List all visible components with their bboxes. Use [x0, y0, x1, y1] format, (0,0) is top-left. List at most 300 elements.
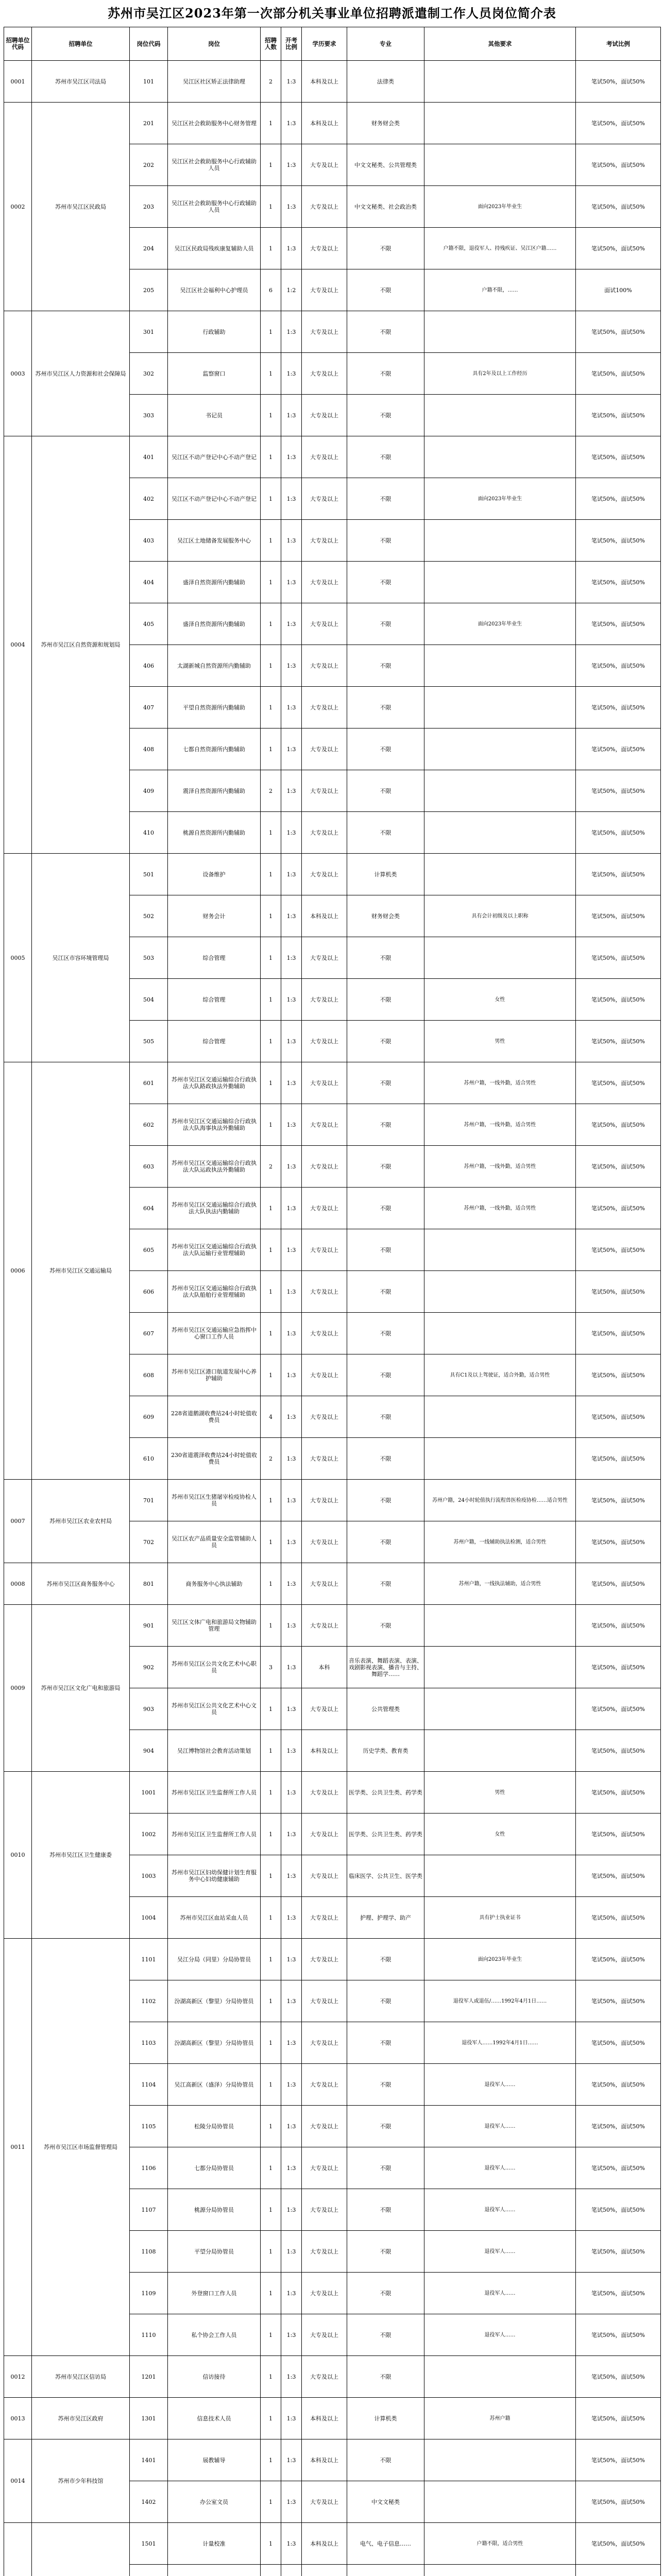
- post-exam: 笔试50%，面试50%: [576, 2231, 661, 2273]
- post-count: 1: [261, 144, 281, 186]
- unit-code: 0004: [4, 436, 32, 854]
- post-other: 退役军人……: [424, 2106, 576, 2147]
- post-count: 1: [261, 1354, 281, 1396]
- post-code: 1002: [130, 1814, 168, 1855]
- post-name: 苏州市吴江区公共文化艺术中心文员: [168, 1688, 261, 1730]
- post-other: 具有2年及以上工作经历: [424, 353, 576, 395]
- post-count: 1: [261, 2189, 281, 2231]
- post-ratio: 1:3: [281, 1563, 302, 1605]
- post-education: 大专及以上: [302, 728, 347, 770]
- post-count: 1: [261, 854, 281, 895]
- post-ratio: 1:3: [281, 562, 302, 603]
- post-count: 1: [261, 1104, 281, 1146]
- post-major: 不限: [347, 603, 424, 645]
- post-code: 505: [130, 1021, 168, 1062]
- post-name: 吴江博物馆社会教育活动策划: [168, 1730, 261, 1772]
- post-other: [424, 770, 576, 812]
- post-ratio: 1:3: [281, 1021, 302, 1062]
- post-code: 203: [130, 186, 168, 228]
- post-ratio: 1:3: [281, 520, 302, 562]
- post-other: 退役军人……: [424, 2273, 576, 2314]
- post-major: 不限: [347, 436, 424, 478]
- post-code: 604: [130, 1188, 168, 1229]
- post-exam: 笔试50%，面试50%: [576, 1980, 661, 2022]
- post-major: 医学类、公共卫生类、药学类: [347, 1814, 424, 1855]
- post-education: 本科及以上: [302, 2398, 347, 2439]
- post-name: 苏州市吴江区血站采血人员: [168, 1897, 261, 1939]
- post-code: 303: [130, 395, 168, 436]
- post-exam: 笔试50%，面试50%: [576, 144, 661, 186]
- post-other: 具有会计初级及以上职称: [424, 895, 576, 937]
- post-name: 苏州市吴江区交通运输综合行政执法大队执法内勤辅助: [168, 1188, 261, 1229]
- post-major: 中文文秘类: [347, 2481, 424, 2523]
- post-exam: 笔试50%，面试50%: [576, 395, 661, 436]
- post-major: 公共管理类: [347, 1688, 424, 1730]
- post-code: 902: [130, 1647, 168, 1688]
- post-count: 1: [261, 2439, 281, 2481]
- post-major: 不限: [347, 2106, 424, 2147]
- post-other: [424, 395, 576, 436]
- post-exam: 笔试50%，面试50%: [576, 1480, 661, 1521]
- post-education: 大专及以上: [302, 2064, 347, 2106]
- table-row: [4, 311, 661, 353]
- post-education: 本科及以上: [302, 1730, 347, 1772]
- post-other: 退役军人……: [424, 2064, 576, 2106]
- post-ratio: 1:3: [281, 979, 302, 1021]
- post-other: [424, 2565, 576, 2576]
- post-count: 1: [261, 186, 281, 228]
- post-exam: 笔试50%，面试50%: [576, 1396, 661, 1438]
- post-code: 1109: [130, 2273, 168, 2314]
- post-ratio: 1:3: [281, 937, 302, 979]
- unit-code: 0005: [4, 854, 32, 1062]
- post-exam: 笔试50%，面试50%: [576, 854, 661, 895]
- post-major: 法律类: [347, 61, 424, 103]
- post-other: 苏州户籍，一线执法辅助，适合男性: [424, 1563, 576, 1605]
- post-major: 财务财会类: [347, 895, 424, 937]
- post-code: 201: [130, 103, 168, 144]
- post-ratio: 1:3: [281, 2064, 302, 2106]
- post-name: 平望自然资源所内勤辅助: [168, 687, 261, 728]
- post-name: 苏州市吴江区交通运输综合行政执法大队运输行业管理辅助: [168, 1229, 261, 1271]
- unit-name: 苏州市吴江区自然资源和规划局: [32, 436, 130, 854]
- unit-name: 苏州市吴江区信访局: [32, 2356, 130, 2398]
- post-ratio: 1:3: [281, 1730, 302, 1772]
- post-other: 面向2023年毕业生: [424, 603, 576, 645]
- post-count: 1: [261, 228, 281, 269]
- post-name: 吴江区民政局残疾康复辅助人员: [168, 228, 261, 269]
- post-education: 大专及以上: [302, 2189, 347, 2231]
- header-education: 学历要求: [302, 27, 347, 61]
- post-exam: 笔试50%，面试50%: [576, 353, 661, 395]
- post-major: 计算机类: [347, 2398, 424, 2439]
- unit-code: 0003: [4, 311, 32, 436]
- post-education: 大专及以上: [302, 645, 347, 687]
- header-ratio: 开考比例: [281, 27, 302, 61]
- post-exam: 笔试50%，面试50%: [576, 2189, 661, 2231]
- post-major: 不限: [347, 1396, 424, 1438]
- unit-name: 苏州市吴江区农业农村局: [32, 1480, 130, 1563]
- table-row: [4, 1062, 661, 1104]
- post-exam: 笔试50%，面试50%: [576, 1521, 661, 1563]
- post-education: 大专及以上: [302, 395, 347, 436]
- unit-name: 苏州市吴江区市场监督管理局: [32, 1939, 130, 2356]
- post-exam: 笔试50%，面试50%: [576, 2439, 661, 2481]
- post-education: 大专及以上: [302, 269, 347, 311]
- post-education: 大专及以上: [302, 186, 347, 228]
- post-name: 苏州市吴江区交通运输综合行政执法大队海事执法外勤辅助: [168, 1104, 261, 1146]
- post-ratio: 1:3: [281, 1396, 302, 1438]
- post-count: 1: [261, 728, 281, 770]
- post-code: 403: [130, 520, 168, 562]
- post-major: 财务财会类: [347, 103, 424, 144]
- post-ratio: 1:3: [281, 1897, 302, 1939]
- post-exam: 笔试50%，面试50%: [576, 1730, 661, 1772]
- post-code: 1301: [130, 2398, 168, 2439]
- post-other: 退役军人或退伍/……1992年4月1日……: [424, 1980, 576, 2022]
- post-name: 苏州市吴江区交通运输综合行政执法大队运政执法外勤辅助: [168, 1146, 261, 1188]
- post-exam: 笔试50%，面试50%: [576, 311, 661, 353]
- post-ratio: 1:3: [281, 1647, 302, 1688]
- post-exam: 笔试50%，面试50%: [576, 1772, 661, 1814]
- post-exam: 笔试50%，面试50%: [576, 2106, 661, 2147]
- post-ratio: 1:3: [281, 2106, 302, 2147]
- post-count: 1: [261, 436, 281, 478]
- post-exam: 笔试50%，面试50%: [576, 812, 661, 854]
- post-code: 1401: [130, 2439, 168, 2481]
- post-other: [424, 103, 576, 144]
- post-other: 具有C1及以上驾驶证，适合外勤，适合男性: [424, 1354, 576, 1396]
- post-other: 退役军人……: [424, 2231, 576, 2273]
- post-other: 退役军人……: [424, 2314, 576, 2356]
- post-name: 财务会计: [168, 895, 261, 937]
- post-name: 书记员: [168, 395, 261, 436]
- post-code: 1201: [130, 2356, 168, 2398]
- post-exam: 笔试50%，面试50%: [576, 1939, 661, 1980]
- post-ratio: 1:3: [281, 1605, 302, 1647]
- post-education: 大专及以上: [302, 1814, 347, 1855]
- post-other: [424, 1730, 576, 1772]
- post-major: 不限: [347, 395, 424, 436]
- post-exam: 笔试50%，面试50%: [576, 1271, 661, 1313]
- post-other: [424, 2439, 576, 2481]
- post-code: 1104: [130, 2064, 168, 2106]
- post-ratio: 1:3: [281, 2273, 302, 2314]
- post-ratio: 1:2: [281, 269, 302, 311]
- post-exam: 笔试50%，面试50%: [576, 687, 661, 728]
- post-count: 1: [261, 1897, 281, 1939]
- post-count: 1: [261, 1229, 281, 1271]
- post-code: 602: [130, 1104, 168, 1146]
- post-major: 不限: [347, 1146, 424, 1188]
- post-education: 大专及以上: [302, 311, 347, 353]
- post-code: 1501: [130, 2523, 168, 2565]
- post-code: 202: [130, 144, 168, 186]
- table-row: [4, 854, 661, 895]
- post-ratio: [281, 2565, 302, 2576]
- post-exam: 笔试50%，面试50%: [576, 103, 661, 144]
- post-major: 不限: [347, 812, 424, 854]
- unit-code: 0007: [4, 1480, 32, 1563]
- post-other: 苏州户籍，一线外勤，适合男性: [424, 1146, 576, 1188]
- post-other: [424, 1438, 576, 1480]
- post-major: 护理、护理学、助产: [347, 1897, 424, 1939]
- post-name: 苏州市吴江区交通运输综合行政执法大队路政执法外勤辅助: [168, 1062, 261, 1104]
- post-code: 410: [130, 812, 168, 854]
- post-name: 私个协会工作人员: [168, 2314, 261, 2356]
- post-education: 大专及以上: [302, 1563, 347, 1605]
- post-code: 501: [130, 854, 168, 895]
- post-count: 1: [261, 1772, 281, 1814]
- post-exam: 笔试50%，面试50%: [576, 1647, 661, 1688]
- post-count: 1: [261, 937, 281, 979]
- post-other: [424, 562, 576, 603]
- post-count: 1: [261, 1814, 281, 1855]
- post-education: 大专及以上: [302, 1480, 347, 1521]
- post-name: 苏州市吴江区生猪屠宰检疫协检人员: [168, 1480, 261, 1521]
- post-major: 不限: [347, 645, 424, 687]
- post-other: [424, 61, 576, 103]
- post-major: 不限: [347, 269, 424, 311]
- post-major: 不限: [347, 2147, 424, 2189]
- post-major: 不限: [347, 1021, 424, 1062]
- post-education: 大专及以上: [302, 1146, 347, 1188]
- table-row: [4, 2439, 661, 2481]
- post-name: 盛泽自然资源所内勤辅助: [168, 603, 261, 645]
- post-education: 大专及以上: [302, 1688, 347, 1730]
- post-code: 1402: [130, 2481, 168, 2523]
- post-code: 408: [130, 728, 168, 770]
- table-row: [4, 2398, 661, 2439]
- post-ratio: 1:3: [281, 2481, 302, 2523]
- post-ratio: 1:3: [281, 645, 302, 687]
- post-count: 1: [261, 562, 281, 603]
- post-other: 退役军人……: [424, 2189, 576, 2231]
- post-name: 桃源分局协管员: [168, 2189, 261, 2231]
- post-other: [424, 311, 576, 353]
- post-count: 1: [261, 1563, 281, 1605]
- post-name: 吴江区社会救助服务中心行政辅助人员: [168, 186, 261, 228]
- post-count: 1: [261, 395, 281, 436]
- header-count: 招聘人数: [261, 27, 281, 61]
- unit-code: 0013: [4, 2398, 32, 2439]
- post-count: 1: [261, 1730, 281, 1772]
- post-code: 609: [130, 1396, 168, 1438]
- post-code: 1107: [130, 2189, 168, 2231]
- post-ratio: 1:3: [281, 1062, 302, 1104]
- post-name: 综合管理: [168, 937, 261, 979]
- post-other: 男性: [424, 1021, 576, 1062]
- post-count: 1: [261, 103, 281, 144]
- post-count: 1: [261, 2356, 281, 2398]
- post-education: 大专及以上: [302, 770, 347, 812]
- post-code: 502: [130, 895, 168, 937]
- unit-name: 苏州市吴江区人力资源和社会保障局: [32, 311, 130, 436]
- post-major: 不限: [347, 2064, 424, 2106]
- post-exam: 笔试50%，面试50%: [576, 61, 661, 103]
- post-code: 301: [130, 311, 168, 353]
- table-row: [4, 1605, 661, 1647]
- post-major: [347, 2565, 424, 2576]
- post-code: 901: [130, 1605, 168, 1647]
- post-name: 苏州市吴江区公共文化艺术中心职员: [168, 1647, 261, 1688]
- post-ratio: 1:3: [281, 1313, 302, 1354]
- post-exam: 笔试50%，面试50%: [576, 2398, 661, 2439]
- post-code: 401: [130, 436, 168, 478]
- post-education: 大专及以上: [302, 687, 347, 728]
- post-name: 松陵分局协管员: [168, 2106, 261, 2147]
- post-major: 不限: [347, 1354, 424, 1396]
- post-exam: 笔试50%，面试50%: [576, 1146, 661, 1188]
- header-post: 岗位: [168, 27, 261, 61]
- post-ratio: 1:3: [281, 895, 302, 937]
- post-education: 大专及以上: [302, 1772, 347, 1814]
- post-education: 大专及以上: [302, 1354, 347, 1396]
- table-row: [4, 61, 661, 103]
- post-code: 1003: [130, 1855, 168, 1897]
- post-exam: 笔试50%，面试50%: [576, 1605, 661, 1647]
- post-other: [424, 144, 576, 186]
- post-major: 不限: [347, 1563, 424, 1605]
- post-name: 苏州市吴江区卫生监督所工作人员: [168, 1814, 261, 1855]
- post-other: 女性: [424, 1814, 576, 1855]
- post-major: 不限: [347, 2273, 424, 2314]
- post-name: 吴江区社会福利中心护理员: [168, 269, 261, 311]
- post-exam: 笔试50%，面试50%: [576, 520, 661, 562]
- post-count: 2: [261, 770, 281, 812]
- post-education: 大专及以上: [302, 2147, 347, 2189]
- post-count: 1: [261, 2523, 281, 2565]
- post-code: 302: [130, 353, 168, 395]
- post-count: 1: [261, 2231, 281, 2273]
- post-education: 大专及以上: [302, 2314, 347, 2356]
- post-exam: 笔试50%，面试50%: [576, 1814, 661, 1855]
- post-major: 不限: [347, 1939, 424, 1980]
- post-ratio: 1:3: [281, 103, 302, 144]
- post-education: 大专及以上: [302, 1521, 347, 1563]
- post-name: 苏州市吴江区妇幼保健计划生育服务中心妇幼健康辅助: [168, 1855, 261, 1897]
- post-code: 404: [130, 562, 168, 603]
- post-major: 不限: [347, 1605, 424, 1647]
- post-name: 综合管理: [168, 1021, 261, 1062]
- post-count: 3: [261, 1647, 281, 1688]
- unit-name: 苏州市吴江区文化广电和旅游局: [32, 1605, 130, 1772]
- post-education: 大专及以上: [302, 2022, 347, 2064]
- post-count: 1: [261, 812, 281, 854]
- post-exam: 笔试50%，面试50%: [576, 979, 661, 1021]
- post-education: 大专及以上: [302, 2356, 347, 2398]
- post-count: 1: [261, 1939, 281, 1980]
- post-name: 230省道震泽收费站24小时轮值收费员: [168, 1438, 261, 1480]
- post-count: 2: [261, 1146, 281, 1188]
- post-code: 601: [130, 1062, 168, 1104]
- post-code: 402: [130, 478, 168, 520]
- unit-name: [32, 2523, 130, 2576]
- post-ratio: 1:3: [281, 478, 302, 520]
- post-exam: [576, 2565, 661, 2576]
- post-exam: 笔试50%，面试50%: [576, 2314, 661, 2356]
- post-code: 1101: [130, 1939, 168, 1980]
- unit-code: 0002: [4, 103, 32, 311]
- post-code: 101: [130, 61, 168, 103]
- post-other: 面向2023年毕业生: [424, 186, 576, 228]
- post-ratio: 1:3: [281, 186, 302, 228]
- post-major: 不限: [347, 979, 424, 1021]
- post-other: [424, 2481, 576, 2523]
- unit-code: 0014: [4, 2439, 32, 2523]
- post-code: 409: [130, 770, 168, 812]
- post-major: 不限: [347, 228, 424, 269]
- post-ratio: 1:3: [281, 1772, 302, 1814]
- post-name: 汾湖高新区（黎里）分局协管员: [168, 1980, 261, 2022]
- post-ratio: 1:3: [281, 2147, 302, 2189]
- post-major: 不限: [347, 687, 424, 728]
- post-ratio: 1:3: [281, 1855, 302, 1897]
- post-ratio: 1:3: [281, 144, 302, 186]
- post-education: 大专及以上: [302, 979, 347, 1021]
- post-code: 1001: [130, 1772, 168, 1814]
- post-count: 1: [261, 1605, 281, 1647]
- post-education: 大专及以上: [302, 1438, 347, 1480]
- post-name: 苏州市吴江区交通运输应急指挥中心窗口工作人员: [168, 1313, 261, 1354]
- post-name: 综合管理: [168, 979, 261, 1021]
- table-row: [4, 436, 661, 478]
- post-exam: 笔试50%，面试50%: [576, 1563, 661, 1605]
- post-education: [302, 2565, 347, 2576]
- post-exam: 笔试50%，面试50%: [576, 1313, 661, 1354]
- post-other: 面向2023年毕业生: [424, 1939, 576, 1980]
- post-other: [424, 728, 576, 770]
- post-code: 801: [130, 1563, 168, 1605]
- post-count: 2: [261, 1438, 281, 1480]
- post-other: 退役军人……: [424, 2147, 576, 2189]
- post-exam: 笔试50%，面试50%: [576, 2022, 661, 2064]
- post-major: 不限: [347, 1313, 424, 1354]
- post-count: 1: [261, 645, 281, 687]
- page-title: 苏州市吴江区2023年第一次部分机关事业单位招聘派遣制工作人员岗位简介表: [108, 6, 556, 21]
- post-exam: 笔试50%，面试50%: [576, 1021, 661, 1062]
- post-other: [424, 436, 576, 478]
- post-code: 606: [130, 1271, 168, 1313]
- post-major: 不限: [347, 353, 424, 395]
- post-count: 1: [261, 1688, 281, 1730]
- post-count: 1: [261, 1062, 281, 1104]
- post-education: 大专及以上: [302, 812, 347, 854]
- post-exam: 笔试50%，面试50%: [576, 562, 661, 603]
- post-other: [424, 2356, 576, 2398]
- post-major: 不限: [347, 2022, 424, 2064]
- post-major: 不限: [347, 2356, 424, 2398]
- post-name: 吴江区土地储备发展服务中心: [168, 520, 261, 562]
- post-ratio: 1:3: [281, 1939, 302, 1980]
- post-education: 大专及以上: [302, 228, 347, 269]
- post-count: 1: [261, 2106, 281, 2147]
- post-ratio: 1:3: [281, 1188, 302, 1229]
- post-education: 本科及以上: [302, 103, 347, 144]
- post-education: 大专及以上: [302, 2106, 347, 2147]
- post-count: 1: [261, 2481, 281, 2523]
- post-code: 607: [130, 1313, 168, 1354]
- post-education: 大专及以上: [302, 1229, 347, 1271]
- post-education: 大专及以上: [302, 1855, 347, 1897]
- post-other: 苏州户籍: [424, 2398, 576, 2439]
- post-name: [168, 2565, 261, 2576]
- post-ratio: 1:3: [281, 687, 302, 728]
- post-count: 1: [261, 1188, 281, 1229]
- post-major: 中文文秘类、社会政治类: [347, 186, 424, 228]
- post-exam: 笔试50%，面试50%: [576, 228, 661, 269]
- post-exam: 笔试50%，面试50%: [576, 2064, 661, 2106]
